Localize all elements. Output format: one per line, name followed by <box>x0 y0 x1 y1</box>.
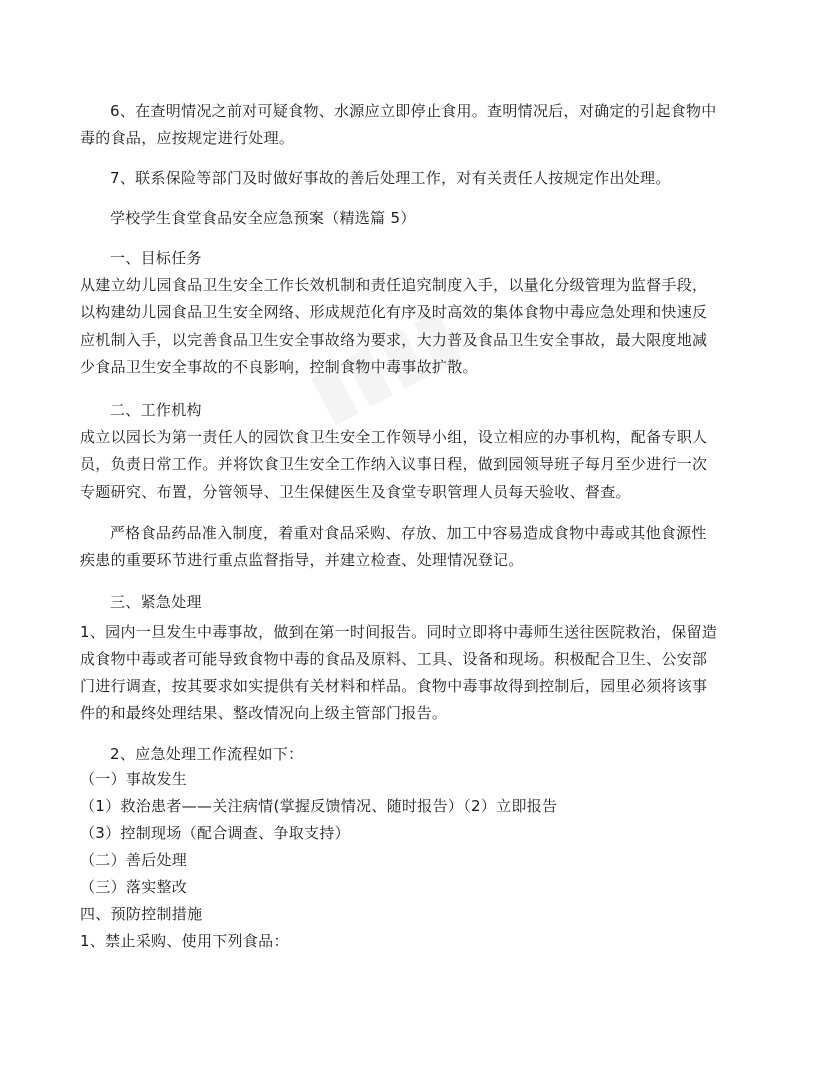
paragraph-line: 从建立幼儿园食品卫生安全工作长效机制和责任追究制度入手，以量化分级管理为监督手段， <box>80 276 708 294</box>
paragraph-line: 应机制入手，以完善食品卫生安全事故络为要求，大力普及食品卫生安全事故，最大限度地减 <box>80 331 708 349</box>
paragraph-line: 以构建幼儿园食品卫生安全网络、形成规范化有序及时高效的集体食物中毒应急处理和快速反 <box>80 303 708 321</box>
heading: 四、预防控制措施 <box>80 905 203 923</box>
paragraph-line: 少食品卫生安全事故的不良影响，控制食物中毒事故扩散。 <box>80 358 478 376</box>
paragraph-line: 员，负责日常工作。并将饮食卫生安全工作纳入议事日程，做到园领导班子每月至少进行一次 <box>80 455 708 473</box>
paragraph-line: 成食物中毒或者可能导致食物中毒的食品及原料、工具、设备和现场。积极配合卫生、公安部 <box>80 650 708 668</box>
paragraph-line: 7、联系保险等部门及时做好事故的善后处理工作，对有关责任人按规定作出处理。 <box>110 169 671 187</box>
list-item: （三）落实整改 <box>80 878 188 896</box>
heading: 一、目标任务 <box>110 249 202 267</box>
paragraph-line: 成立以园长为第一责任人的园饮食卫生安全工作领导小组，设立相应的办事机构，配备专职人 <box>80 428 708 446</box>
heading: 二、工作机构 <box>110 401 202 419</box>
paragraph-line: 毒的食品，应按规定进行处理。 <box>80 129 295 147</box>
paragraph-line: 6、在查明情况之前对可疑食物、水源应立即停止食用。查明情况后，对确定的引起食物中 <box>110 102 717 120</box>
paragraph-line: 件的和最终处理结果、整改情况向上级主管部门报告。 <box>80 704 448 722</box>
paragraph-line: 2、应急处理工作流程如下： <box>110 745 304 763</box>
list-item: （3）控制现场（配合调查、争取支持） <box>80 824 350 842</box>
list-item: （一）事故发生 <box>80 770 188 788</box>
paragraph-line: 门进行调查，按其要求如实提供有关材料和样品。食物中毒事故得到控制后，园里必须将该事 <box>80 677 708 695</box>
list-item: （1）救治患者——关注病情(掌握反馈情况、随时报告）（2）立即报告 <box>80 797 558 815</box>
paragraph-line: 疾患的重要环节进行重点监督指导，并建立检查、处理情况登记。 <box>80 551 524 569</box>
section-title: 学校学生食堂食品安全应急预案（精选篇 5） <box>110 209 416 227</box>
list-item: 1、禁止采购、使用下列食品： <box>80 932 289 950</box>
paragraph-line: 严格食品药品准入制度，着重对食品采购、存放、加工中容易造成食物中毒或其他食源性 <box>110 524 707 542</box>
paragraph-line: 1、园内一旦发生中毒事故，做到在第一时间报告。同时立即将中毒师生送往医院救治，保留造 <box>80 623 718 641</box>
paragraph-line: 专题研究、布置，分管领导、卫生保健医生及食堂专职管理人员每天验收、督查。 <box>80 483 631 501</box>
heading: 三、紧急处理 <box>110 593 202 611</box>
list-item: （二）善后处理 <box>80 851 188 869</box>
